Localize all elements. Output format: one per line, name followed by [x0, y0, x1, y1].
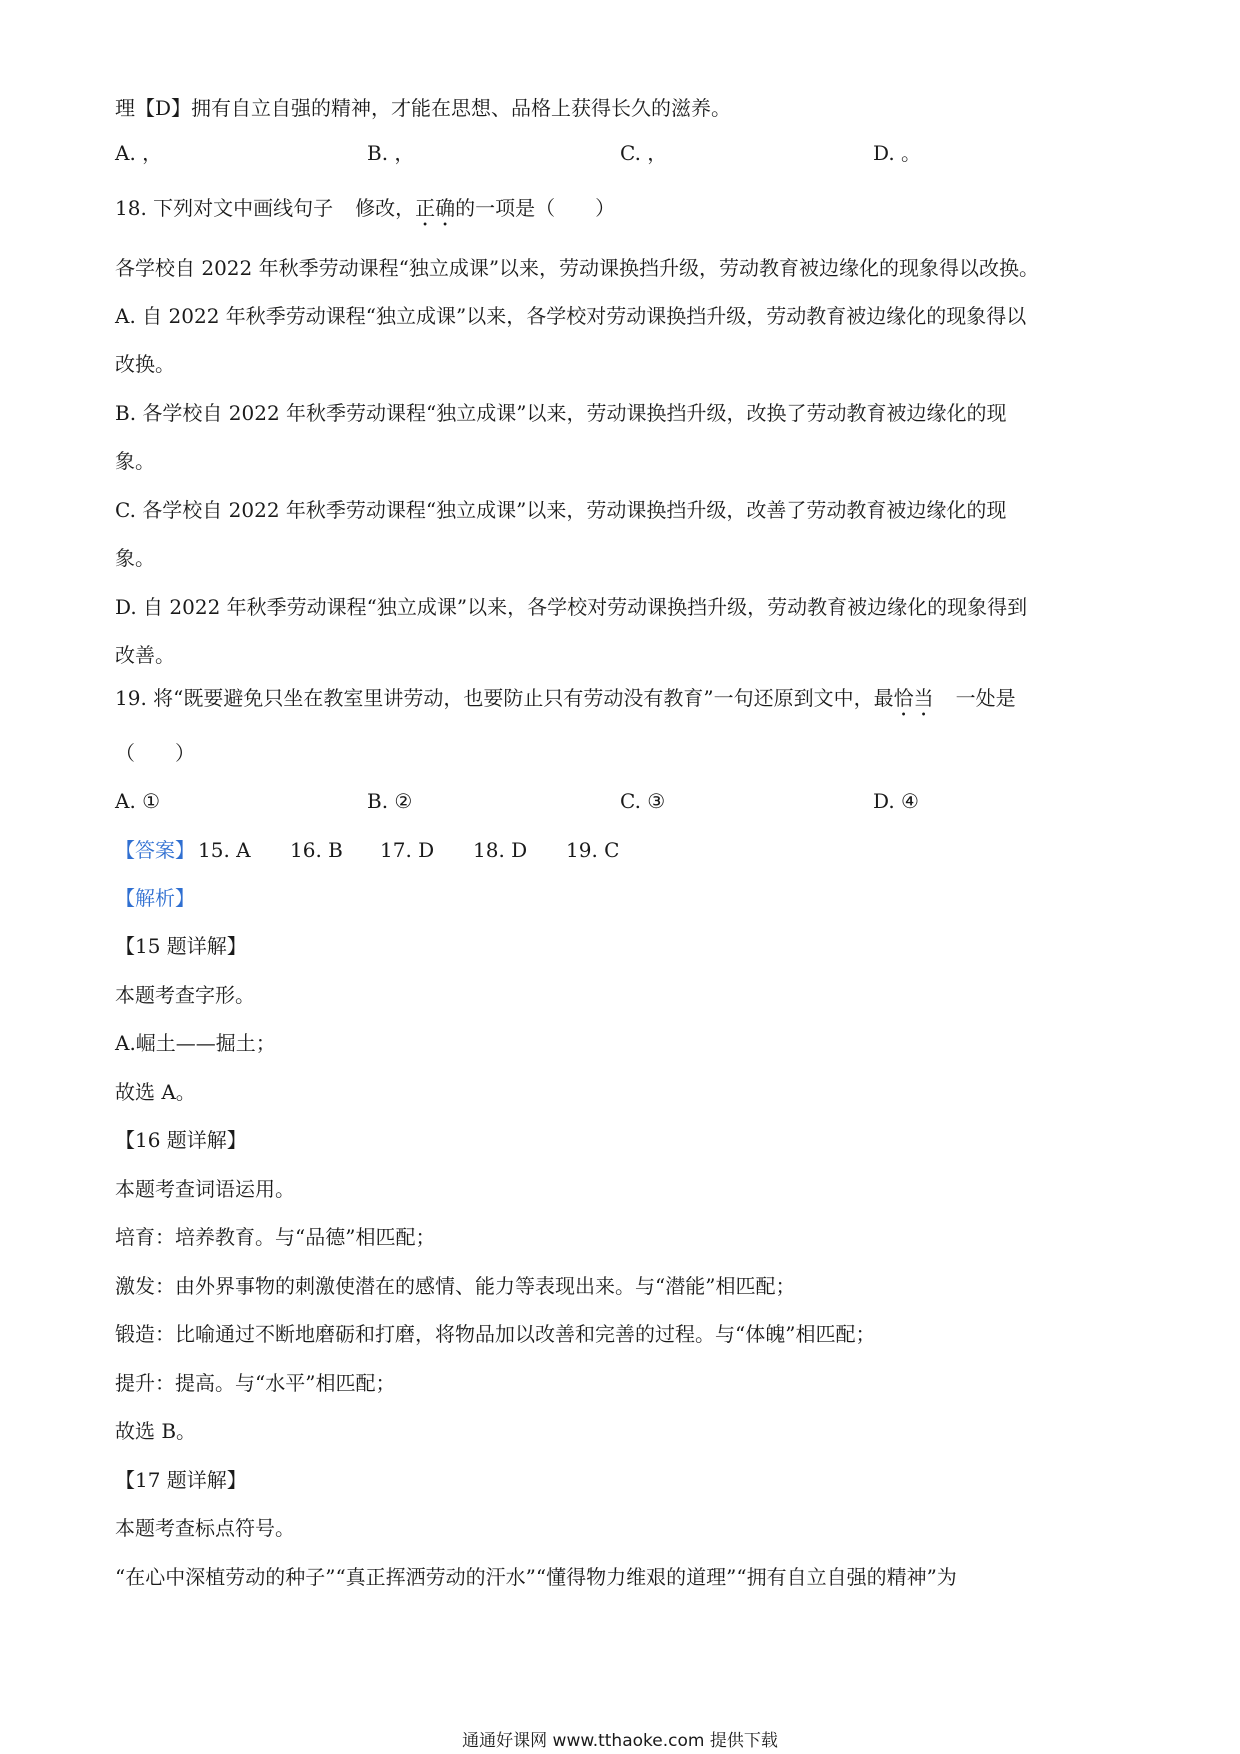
- answer-label: 【答案】: [115, 838, 195, 862]
- q18-sentence: 各学校自 2022 年秋季劳动课程“独立成课”以来，劳动课换挡升级，劳动教育被边缘化的现象得以改换。: [115, 256, 1040, 280]
- q18-stem-emphasis: 正确: [415, 196, 456, 220]
- q18-option-c-line2: 象。: [115, 546, 155, 570]
- q18-option-c-line1: C. 各学校自 2022 年秋季劳动课程“独立成课”以来，劳动课换挡升级，改善了劳动教育被边缘化的现: [115, 498, 1007, 522]
- answer-item: 17. D: [380, 838, 435, 862]
- q19-stem-b: 最: [873, 686, 894, 710]
- q19-option-a: A. ①: [115, 789, 161, 813]
- q18-option-a-line1: A. 自 2022 年秋季劳动课程“独立成课”以来，各学校对劳动课换挡升级，劳动教育被边缘化的现象得以: [115, 304, 1027, 328]
- q18-stem: [115, 195, 615, 231]
- q17-option-c: C. ，: [620, 141, 668, 165]
- answer-item: 19. C: [566, 838, 620, 862]
- q18-option-b-line1: B. 各学校自 2022 年秋季劳动课程“独立成课”以来，劳动课换挡升级，改换了劳动教育被边缘化的现: [115, 401, 1007, 425]
- explanation-line: 【17 题详解】: [115, 1468, 247, 1492]
- explanation-line: 【16 题详解】: [115, 1128, 247, 1152]
- q18-option-d-line1: D. 自 2022 年秋季劳动课程“独立成课”以来，各学校对劳动课换挡升级，劳动教育被边缘化的现象得到: [115, 595, 1028, 619]
- answer-item: 15. A: [198, 838, 251, 862]
- explanation-line: 本题考查标点符号。: [115, 1516, 295, 1540]
- explanation-line: 本题考查词语运用。: [115, 1177, 295, 1201]
- explanation-line: “在心中深植劳动的种子”“真正挥洒劳动的汗水”“懂得物力维艰的道理”“拥有自立自强的精神”为: [115, 1565, 957, 1589]
- explanation-line: 锻造：比喻通过不断地磨砺和打磨，将物品加以改善和完善的过程。与“体魄”相匹配；: [115, 1322, 876, 1346]
- q19-stem: [115, 685, 1016, 721]
- q19-option-c: C. ③: [620, 789, 666, 813]
- explanation-line: A.崛土——掘土；: [115, 1031, 276, 1055]
- q19-paren: （ ）: [115, 741, 195, 765]
- answer-item: 18. D: [473, 838, 528, 862]
- analysis-label: 【解析】: [115, 886, 195, 910]
- q17-option-b: B. ，: [367, 141, 415, 165]
- q18-stem-a: 18. 下列对文中画线句子: [115, 196, 334, 220]
- q19-option-d: D. ④: [873, 789, 919, 813]
- q19-stem-a: 19. 将“既要避免只坐在教室里讲劳动，也要防止只有劳动没有教育”一句还原到文中，: [115, 686, 874, 710]
- explanation-line: 激发：由外界事物的刺激使潜在的感情、能力等表现出来。与“潜能”相匹配；: [115, 1274, 796, 1298]
- q18-stem-b: 修改，: [355, 196, 416, 220]
- top-line: 理【D】拥有自立自强的精神，才能在思想、品格上获得长久的滋养。: [115, 96, 732, 120]
- q19-stem-c: 一处是: [955, 686, 1016, 710]
- explanation-line: 培育：培养教育。与“品德”相匹配；: [115, 1225, 436, 1249]
- explanation-line: 本题考查字形。: [115, 983, 255, 1007]
- explanation-line: 【15 题详解】: [115, 934, 247, 958]
- q18-option-d-line2: 改善。: [115, 643, 175, 667]
- explanation-line: 故选 A。: [115, 1080, 196, 1104]
- q19-option-b: B. ②: [367, 789, 413, 813]
- q19-stem-emphasis: 恰当: [893, 686, 934, 710]
- explanation-line: 提升：提高。与“水平”相匹配；: [115, 1371, 396, 1395]
- q17-option-a: A. ，: [115, 141, 163, 165]
- footer-watermark: 通通好课网 www.tthaoke.com 提供下载: [462, 1731, 778, 1751]
- q18-stem-c: 的一项是（ ）: [455, 196, 616, 220]
- explanation-line: 故选 B。: [115, 1419, 197, 1443]
- q18-option-b-line2: 象。: [115, 449, 155, 473]
- q17-option-d: D. 。: [873, 141, 922, 165]
- answer-item: 16. B: [290, 838, 343, 862]
- q18-option-a-line2: 改换。: [115, 352, 175, 376]
